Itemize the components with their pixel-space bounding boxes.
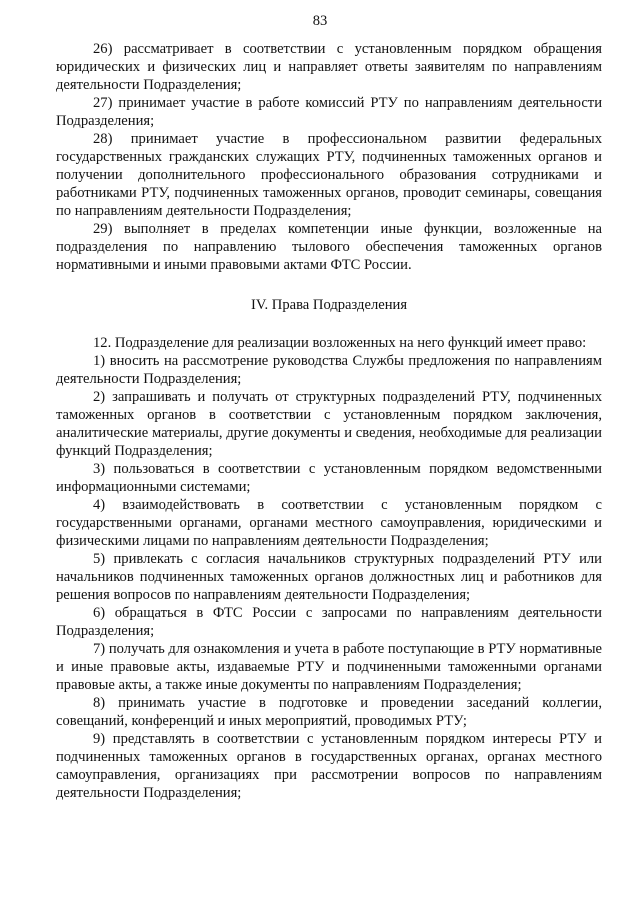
document-body <box>56 40 602 802</box>
paragraph-right-1: 1) вносить на рассмотрение руководства Службы предложения по направлениям деятельности Подразделения; <box>56 353 602 387</box>
paragraph-clause-12: 12. Подразделение для реализации возложенных на него функций имеет право: <box>93 335 587 351</box>
paragraph-right-7: 7) получать для ознакомления и учета в работе поступающие в РТУ нормативные и иные правовые акты, издаваемые РТУ и подчиненными таможенными органами правовые акты, а также иные документы по направлениям Подразделения; <box>56 641 602 693</box>
section-heading: IV. Права Подразделения <box>250 297 408 313</box>
paragraph-right-9: 9) представлять в соответствии с установленным порядком интересы РТУ и подчиненных таможенных органов в государственных органах, органах местного самоуправления, организациях при рассмотрении вопросов по направлениям деятельности Подразделения; <box>56 731 602 801</box>
paragraph-right-4: 4) взаимодействовать в соответствии с установленным порядком с государственными органами, органами местного самоуправления, юридическими и физическими лицами по направлениям деятельности Подразделения; <box>56 497 602 549</box>
paragraph-item-28: 28) принимает участие в профессиональном развитии федеральных государственных гражданских служащих РТУ, подчиненных таможенных органов и получении дополнительного профессионального образования сотрудниками и работниками РТУ, подчиненных таможенных органов, проводит семинары, совещания по направлениям деятельности Подразделения; <box>56 131 602 219</box>
paragraph-right-2: 2) запрашивать и получать от структурных подразделений РТУ, подчиненных таможенных органов в соответствии с установленным порядком заключения, аналитические материалы, другие документы и сведения, необходимые для реализации функций Подразделения; <box>56 389 602 459</box>
paragraph-item-26: 26) рассматривает в соответствии с установленным порядком обращения юридических и физических лиц и направляет ответы заявителям по направлениям деятельности Подразделения; <box>56 41 602 93</box>
paragraph-item-27: 27) принимает участие в работе комиссий РТУ по направлениям деятельности Подразделения; <box>56 95 602 129</box>
paragraph-item-29: 29) выполняет в пределах компетенции иные функции, возложенные на подразделения по направлению тылового обеспечения таможенных органов нормативными и иными правовыми актами ФТС России. <box>56 221 602 273</box>
page-number: 83 <box>312 13 328 29</box>
paragraph-right-3: 3) пользоваться в соответствии с установленным порядком ведомственными информационными системами; <box>56 461 602 495</box>
paragraph-right-8: 8) принимать участие в подготовке и проведении заседаний коллегии, совещаний, конференций и иных мероприятий, проводимых РТУ; <box>56 695 602 729</box>
paragraph-right-5: 5) привлекать с согласия начальников структурных подразделений РТУ или начальников подчиненных таможенных органов должностных лиц и работников для решения вопросов по направлениям деятельности Подразделения; <box>56 551 602 603</box>
paragraph-right-6: 6) обращаться в ФТС России с запросами по направлениям деятельности Подразделения; <box>56 605 602 639</box>
